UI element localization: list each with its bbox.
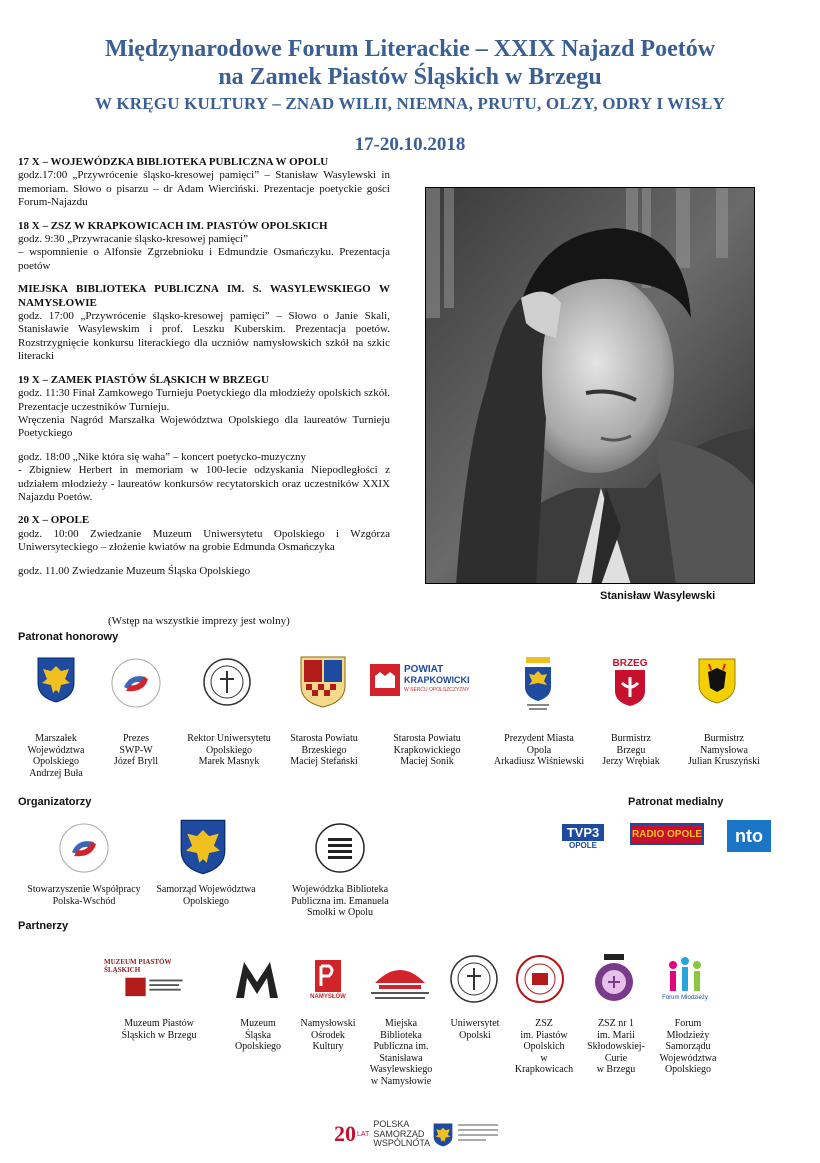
program-line: godz. 18:00 „Nike która się waha” – koncert poetycko-muzyczny — [18, 450, 307, 463]
program — [18, 156, 390, 588]
radio-opole-logo — [630, 823, 704, 845]
footer-text: POLSKA SAMORZĄD WSPÓLNOTA — [373, 1119, 431, 1148]
forum-logo-text: Forum Młodzieży — [662, 995, 708, 1001]
radio-opole-label: RADIO OPOLE — [632, 828, 703, 840]
spacer — [18, 441, 390, 451]
honorary-label-8: Burmistrz Namysłowa Julian Kruszyński — [688, 733, 760, 768]
program-day-3 — [18, 374, 390, 505]
section-organizers: Organizatorzy — [18, 796, 92, 808]
program-line: godz. 17:00 „Przywrócenie śląsko-kresowej pamięci” – Słowo o Janie Skali, Stanisławie Wasylewskim i prof. Leszku Kuberskim. Prezentacja poetów. Rozstrzygnięcie konkursu literackiego dla uczniów namysłowskich szkół na szkic literacki — [18, 310, 390, 363]
tvp3-logo — [557, 820, 609, 854]
program-line: – wspomnienie o Alfonsie Zgrzebnioku i Edmundzie Osmańczyku. Prezentacja poetów — [18, 246, 390, 272]
spacer — [18, 555, 390, 565]
university-seal-logo — [200, 655, 254, 709]
honorary-label-6: Prezydent Miasta Opola Arkadiusz Wiśniewski — [493, 733, 585, 768]
program-day-1 — [18, 156, 390, 210]
partner-label-7: ZSZ nr 1 im. Marii Skłodowskiej- Curie w Brzegu — [587, 1018, 645, 1076]
powiat-brzeski-logo — [298, 655, 348, 709]
powiat-name-2: KRAPKOWICKI — [404, 675, 470, 685]
muzeum-logo-text: MUZEUM PIASTÓW ŚLĄSKICH — [104, 958, 172, 974]
namyslow-logo-text: NAMYSŁÓW — [310, 994, 346, 1000]
program-day-4 — [18, 514, 390, 578]
partner-label-5: Uniwersytet Opolski — [450, 1018, 500, 1041]
portrait-illustration — [426, 188, 755, 584]
powiat-slogan: W SERCU OPOLSZCZYZNY — [404, 687, 470, 693]
free-entry-note: (Wstęp na wszystkie imprezy jest wolny) — [108, 615, 290, 627]
partner-label-1: Muzeum Piastów Śląskich w Brzegu — [121, 1018, 197, 1041]
section-media: Patronat medialny — [628, 796, 724, 808]
brzeg-label: BRZEG — [612, 657, 648, 669]
portrait-photo — [425, 187, 755, 584]
program-heading: 18 X – ZSZ W KRAPKOWICACH IM. PIASTÓW OPOLSKICH — [18, 219, 328, 232]
namyslow-logo — [696, 656, 738, 706]
program-line: godz. 11:30 Finał Zamkowego Turnieju Poetyckiego dla młodzieży opolskich szkół. Prezentacje uczestników Turnieju. — [18, 387, 390, 413]
opole-eagle-logo — [34, 655, 78, 705]
nto-logo — [727, 820, 771, 852]
wbp-opole-logo — [312, 820, 368, 876]
organizer-label-1: Stowarzyszenie Współpracy Polska-Wschód — [27, 884, 141, 907]
powiat-krapkowicki-logo — [370, 660, 470, 700]
title-line-1: Międzynarodowe Forum Literackie – XXIX Najazd Poetów — [104, 36, 716, 62]
opole-city-logo — [518, 656, 558, 714]
partner-label-3: Namysłowski Ośrodek Kultury — [300, 1018, 356, 1053]
section-honorary: Patronat honorowy — [18, 631, 119, 643]
program-heading: 19 X – ZAMEK PIASTÓW ŚLĄSKICH W BRZEGU — [18, 373, 269, 386]
partner-label-2: Muzeum Śląska Opolskiego — [234, 1018, 282, 1053]
organizer-label-3: Wojewódzka Biblioteka Publiczna im. Emanuela Smołki w Opolu — [291, 884, 389, 919]
tvp3-sub: OPOLE — [568, 841, 597, 850]
program-heading: MIEJSKA BIBLIOTEKA PUBLICZNA IM. S. WASYLEWSKIEGO W NAMYSŁOWIE — [18, 283, 390, 309]
organizer-label-2: Samorząd Województwa Opolskiego — [156, 884, 256, 907]
partner-label-4: Miejska Biblioteka Publiczna im. Stanisława Wasylewskiego w Namysłowie — [369, 1018, 433, 1087]
muzeum-slaska-logo — [232, 955, 282, 1001]
footer-logo — [334, 1120, 430, 1149]
swpw-logo — [108, 655, 164, 711]
title-line-2: na Zamek Piastów Śląskich w Brzegu — [218, 64, 602, 90]
brzeg-logo — [610, 656, 650, 708]
program-day-2 — [18, 220, 390, 274]
program-line: - Zbigniew Herbert in memoriam w 100-lecie odzyskania Niepodległości z udziałem młodzieży - laureatów konkursów recytatorskich oraz uczestników XXIX Najazdu Poetów. — [18, 464, 390, 503]
muzeum-piastow-logo — [104, 958, 204, 998]
uniwersytet-opolski-logo — [448, 953, 500, 1005]
program-line: Wręczenia Nagród Marszałka Województwa Opolskiego dla laureatów Turnieju Poetyckiego — [18, 413, 390, 440]
section-partners: Partnerzy — [18, 920, 69, 932]
honorary-label-2: Prezes SWP-W Józef Bryll — [113, 733, 159, 768]
zsz-krapkowice-logo — [514, 953, 566, 1005]
zsz-brzeg-logo — [590, 953, 638, 1005]
honorary-label-5: Starosta Powiatu Krapkowickiego Maciej Sonik — [393, 733, 461, 768]
program-line: godz. 9:30 „Przywracanie śląsko-kresowej pamięci” — [18, 233, 248, 246]
forum-mlodziezy-logo — [658, 950, 712, 1006]
swpw-organizer-logo — [56, 820, 112, 876]
namyslowski-osrodek-logo — [308, 955, 348, 1003]
footer-lata: LAT — [357, 1130, 370, 1138]
tvp3-label: TVP3 — [562, 824, 605, 841]
footer-cofinance-text — [458, 1124, 498, 1141]
program-line: godz.17:00 „Przywrócenie śląsko-kresowej pamięci” – Stanisław Wasylewski in memoriam. Słowo o pisarzu – dr Adam Wierciński. Prezentacje poetyckie gości Forum-Najazdu — [18, 169, 390, 209]
mbp-namyslow-logo — [364, 956, 436, 1004]
honorary-label-4: Starosta Powiatu Brzeskiego Maciej Stefański — [290, 733, 358, 768]
powiat-name-1: POWIAT — [404, 664, 444, 675]
nto-label: nto — [735, 825, 763, 846]
footer-20: 20 — [334, 1121, 356, 1147]
honorary-label-3: Rektor Uniwersytetu Opolskiego Marek Masnyk — [187, 733, 271, 768]
program-heading: 17 X – WOJEWÓDZKA BIBLIOTEKA PUBLICZNA W OPOLU — [18, 156, 329, 168]
program-line: godz. 11.00 Zwiedzanie Muzeum Śląska Opolskiego — [18, 564, 251, 577]
partner-label-8: Forum Młodzieży Samorządu Województwa Opolskiego — [659, 1018, 717, 1076]
footer-eagle-icon — [432, 1122, 454, 1148]
subtitle: W KRĘGU KULTURY – ZNAD WILII, NIEMNA, PRUTU, OLZY, ODRY I WISŁY — [95, 94, 725, 113]
honorary-label-1: Marszałek Województwa Opolskiego Andrzej Buła — [27, 733, 85, 779]
program-day-2b — [18, 283, 390, 363]
program-line: godz. 10:00 Zwiedzanie Muzeum Uniwersytetu Opolskiego i Wzgórza Uniwersyteckiego – złożenie kwiatów na grobie Edmunda Osmańczyka — [18, 527, 390, 554]
partner-label-6: ZSZ im. Piastów Opolskich w Krapkowicach — [514, 1018, 574, 1076]
program-heading: 20 X – OPOLE — [18, 514, 90, 527]
honorary-label-7: Burmistrz Brzegu Jerzy Wrębiak — [602, 733, 660, 768]
photo-caption: Stanisław Wasylewski — [600, 590, 716, 602]
samorzad-eagle-logo — [178, 818, 228, 876]
event-dates: 17-20.10.2018 — [354, 134, 466, 155]
